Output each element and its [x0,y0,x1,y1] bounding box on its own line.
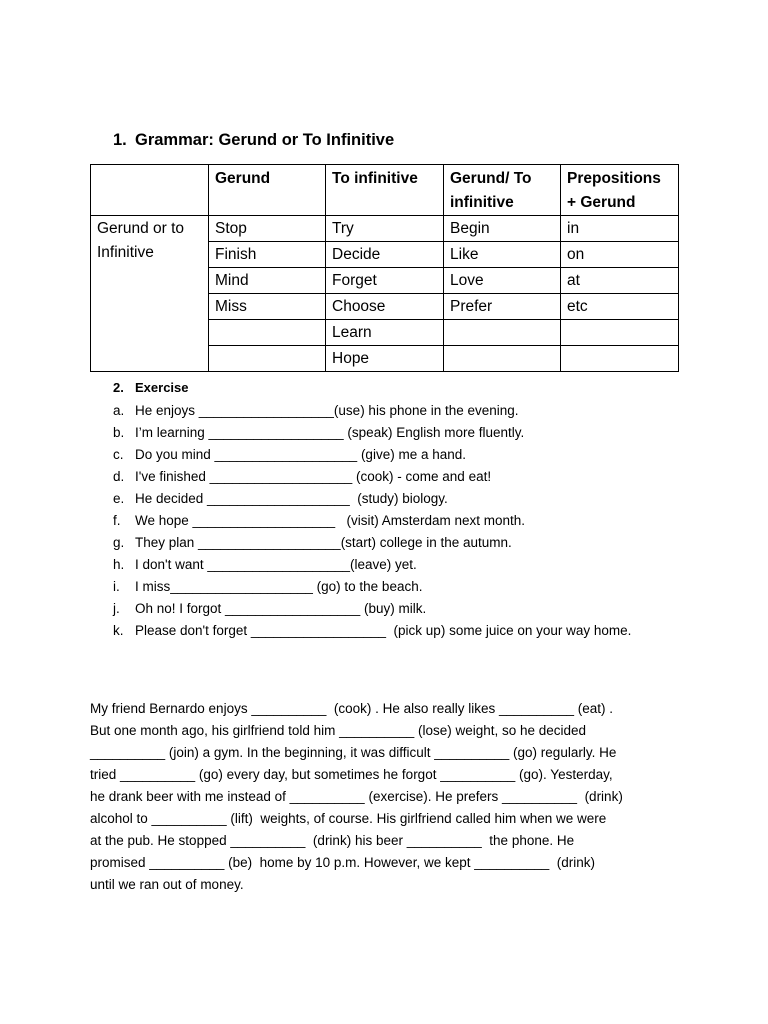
exercise-item [113,488,653,510]
exercise-letter: b. [113,425,125,440]
exercise-sentence: I’m learning __________________ (speak) English more fluently. [135,425,525,440]
table-cell: Choose [326,294,444,320]
exercise-sentence: I miss___________________ (go) to the beach. [135,579,423,594]
table-cell: Stop [209,216,326,242]
table-cell: Mind [209,268,326,294]
paragraph-line: at the pub. He stopped __________ (drink) his beer __________ the phone. He [90,833,575,848]
exercise-item [113,554,653,576]
exercise-sentence: Please don't forget __________________ (pick up) some juice on your way home. [135,623,632,638]
story-paragraph [90,698,682,896]
exercise-letter: a. [113,403,125,418]
exercise-letter: f. [113,513,121,528]
table-cell: Forget [326,268,444,294]
table-cell: Decide [326,242,444,268]
exercise-sentence: He decided ___________________ (study) biology. [135,491,448,506]
paragraph-line: But one month ago, his girlfriend told him __________ (lose) weight, so he decided [90,723,587,738]
table-cell [561,346,679,372]
table-cell: Learn [326,320,444,346]
paragraph-line: My friend Bernardo enjoys __________ (cook) . He also really likes __________ (eat) . [90,701,614,716]
section-1-title: Grammar: Gerund or To Infinitive [135,131,395,149]
paragraph-line: he drank beer with me instead of __________ (exercise). He prefers __________ (drink) [90,789,623,804]
exercise-item [113,620,653,642]
table-cell: Finish [209,242,326,268]
paragraph-line: promised __________ (be) home by 10 p.m. However, we kept __________ (drink) [90,855,596,870]
exercise-sentence: I don't want ___________________(leave) yet. [135,557,417,572]
exercise-sentence: Oh no! I forgot __________________ (buy) milk. [135,601,427,616]
table-cell [444,320,561,346]
exercise-sentence: They plan ___________________(start) college in the autumn. [135,535,512,550]
table-cell: at [561,268,679,294]
exercise-item [113,466,653,488]
exercise-letter: i. [113,579,120,594]
exercise-item [113,444,653,466]
table-cell: etc [561,294,679,320]
table-header-gerund-or-to-infinitive: Gerund/ To infinitive [444,165,561,216]
table-cell: in [561,216,679,242]
exercise-item [113,422,653,444]
table-row-label: Gerund or to Infinitive [91,216,209,372]
table-cell [444,346,561,372]
section-2-number: 2. [113,380,124,395]
table-cell: Try [326,216,444,242]
exercise-sentence: We hope ___________________ (visit) Amsterdam next month. [135,513,525,528]
section-2-heading [113,380,189,395]
exercise-item [113,400,653,422]
table-cell: Miss [209,294,326,320]
table-cell: Prefer [444,294,561,320]
table-header-prepositions-gerund: Prepositions + Gerund [561,165,679,216]
section-1-heading [113,131,394,150]
paragraph-line: __________ (join) a gym. In the beginning, it was difficult __________ (go) regularly. He [90,745,617,760]
exercise-letter: k. [113,623,124,638]
exercise-item [113,598,653,620]
section-2-title: Exercise [135,380,189,395]
exercise-list [113,400,653,642]
exercise-item [113,576,653,598]
table-cell: Begin [444,216,561,242]
exercise-letter: c. [113,447,124,462]
table-cell [561,320,679,346]
table-row [91,216,679,242]
exercise-letter: j. [113,601,120,616]
table-header-to-infinitive: To infinitive [326,165,444,216]
exercise-sentence: He enjoys __________________(use) his phone in the evening. [135,403,519,418]
table-header-empty [91,165,209,216]
table-cell: Hope [326,346,444,372]
table-cell [209,346,326,372]
section-1-number: 1. [113,131,127,149]
table-cell: Love [444,268,561,294]
exercise-letter: d. [113,469,125,484]
table-header-row [91,165,679,216]
exercise-letter: e. [113,491,125,506]
exercise-item [113,532,653,554]
table-header-gerund: Gerund [209,165,326,216]
exercise-sentence: I've finished ___________________ (cook) - come and eat! [135,469,492,484]
exercise-sentence: Do you mind ___________________ (give) me a hand. [135,447,466,462]
grammar-table [90,164,679,372]
table-cell: on [561,242,679,268]
table-cell [209,320,326,346]
paragraph-line: until we ran out of money. [90,877,244,892]
exercise-item [113,510,653,532]
paragraph-line: alcohol to __________ (lift) weights, of course. His girlfriend called him when we were [90,811,607,826]
exercise-letter: g. [113,535,125,550]
table-cell: Like [444,242,561,268]
exercise-letter: h. [113,557,125,572]
paragraph-line: tried __________ (go) every day, but sometimes he forgot __________ (go). Yesterday, [90,767,613,782]
